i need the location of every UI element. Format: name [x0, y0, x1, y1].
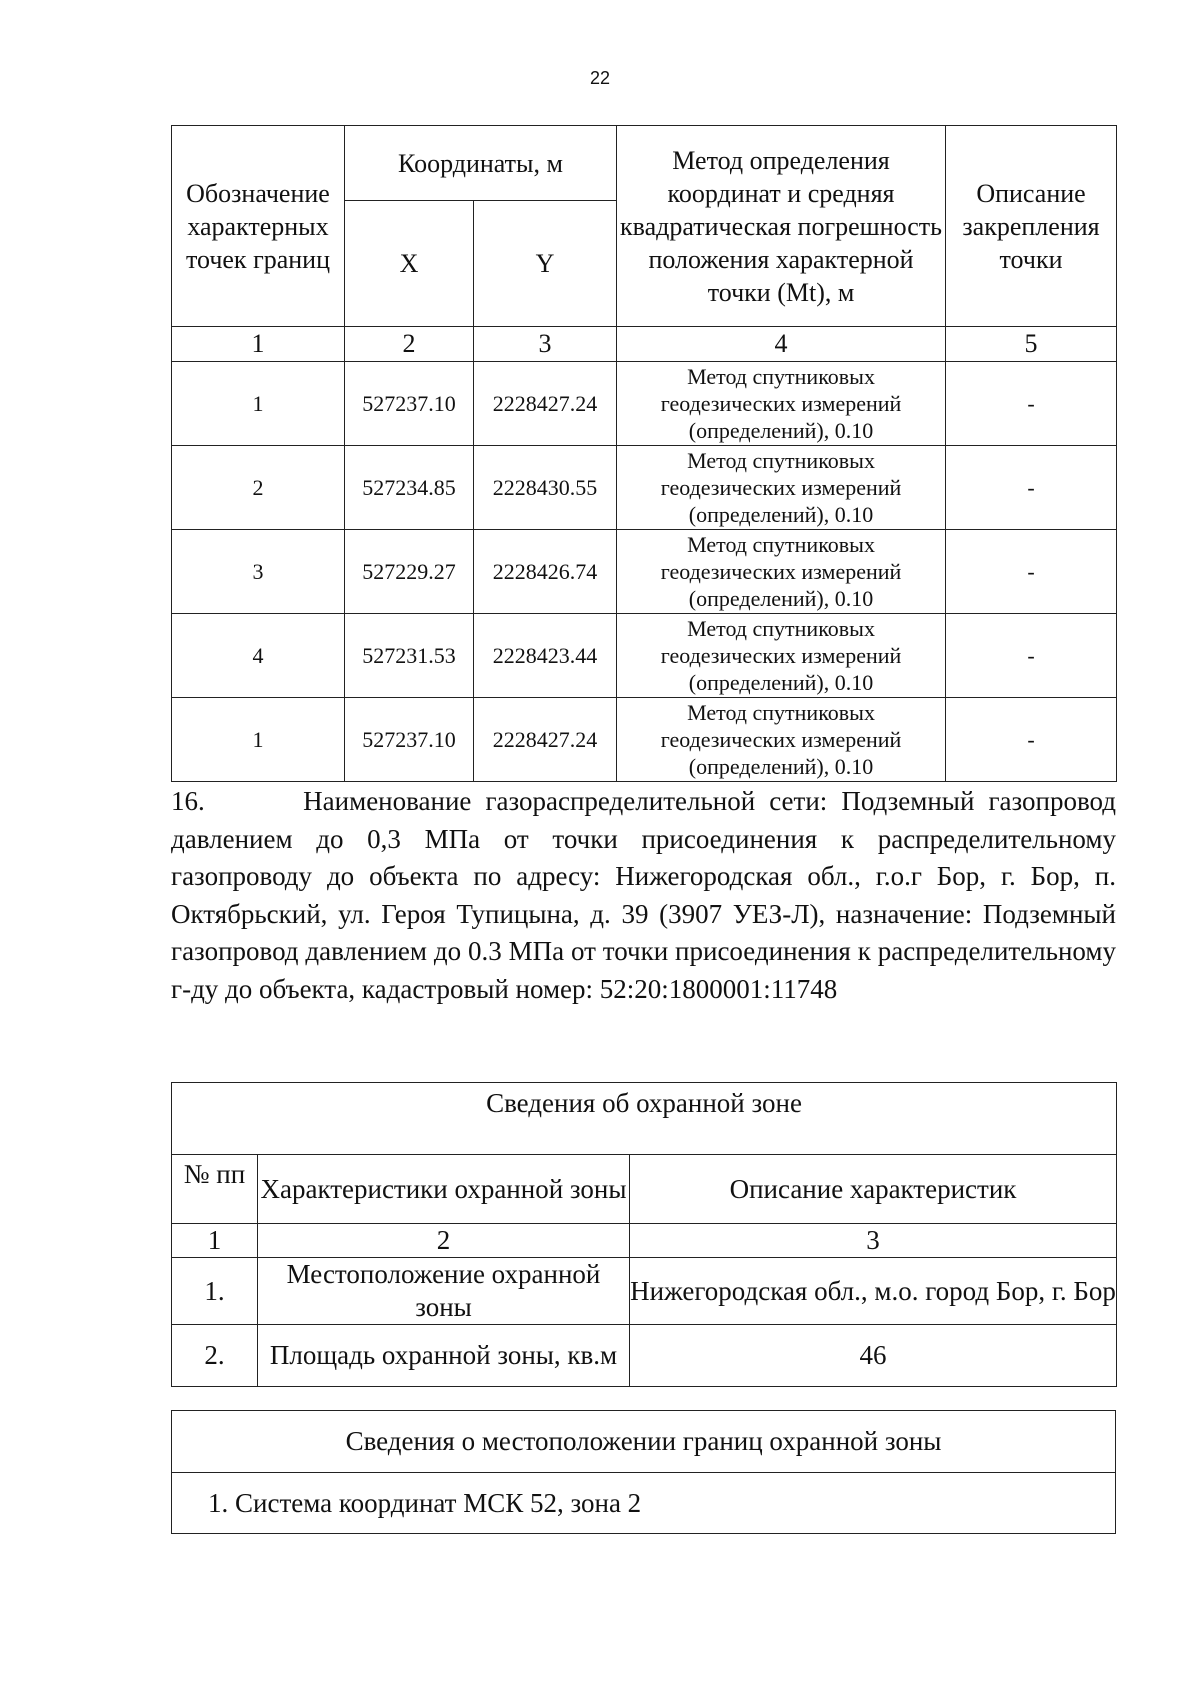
table-row: [172, 698, 1117, 782]
description-header: Описание характеристик: [630, 1155, 1117, 1224]
characteristic-cell: Площадь охранной зоны, кв.м: [258, 1325, 630, 1387]
y-cell: 2228427.24: [474, 362, 617, 446]
description-cell: -: [946, 614, 1117, 698]
boundaries-table: [171, 1410, 1116, 1534]
x-header: X: [345, 201, 474, 327]
page-number: 22: [589, 68, 611, 88]
x-cell: 527237.10: [345, 362, 474, 446]
coordinates-table: [171, 125, 1117, 782]
point-cell: 4: [172, 614, 345, 698]
coordinates-header: Координаты, м: [345, 126, 617, 201]
method-cell: Метод спутниковых геодезических измерений (определений), 0.10: [617, 362, 946, 446]
header-row: [172, 126, 1117, 201]
section-paragraph: [171, 783, 1116, 1008]
table-row: [172, 614, 1117, 698]
column-number: 2: [258, 1224, 630, 1258]
point-cell: 1: [172, 362, 345, 446]
column-number: 3: [474, 327, 617, 362]
x-cell: 527237.10: [345, 698, 474, 782]
method-cell: Метод спутниковых геодезических измерений (определений), 0.10: [617, 614, 946, 698]
column-number: 5: [946, 327, 1117, 362]
column-number-row: [172, 327, 1117, 362]
y-cell: 2228423.44: [474, 614, 617, 698]
coordinate-system-cell: 1. Система координат МСК 52, зона 2: [172, 1473, 1116, 1534]
characteristic-cell: Местоположение охранной зоны: [258, 1258, 630, 1325]
section-number: 16.: [171, 786, 205, 816]
x-cell: 527229.27: [345, 530, 474, 614]
y-cell: 2228426.74: [474, 530, 617, 614]
table-row: [172, 1473, 1116, 1534]
point-cell: 3: [172, 530, 345, 614]
description-cell: 46: [630, 1325, 1117, 1387]
description-header: Описание закрепления точки: [946, 126, 1117, 327]
method-cell: Метод спутниковых геодезических измерений (определений), 0.10: [617, 446, 946, 530]
column-number: 3: [630, 1224, 1117, 1258]
table-row: [172, 530, 1117, 614]
num-cell: 2.: [172, 1325, 258, 1387]
description-cell: -: [946, 698, 1117, 782]
zone-table-title: Сведения об охранной зоне: [172, 1083, 1117, 1155]
column-number: 1: [172, 1224, 258, 1258]
num-header: № пп: [172, 1155, 258, 1224]
method-cell: Метод спутниковых геодезических измерений (определений), 0.10: [617, 530, 946, 614]
x-cell: 527231.53: [345, 614, 474, 698]
method-header: Метод определения координат и средняя квадратическая погрешность положения характерной точки (Mt), м: [617, 126, 946, 327]
column-number: 2: [345, 327, 474, 362]
y-header: Y: [474, 201, 617, 327]
header-row: [172, 1155, 1117, 1224]
column-number: 4: [617, 327, 946, 362]
table-row: [172, 446, 1117, 530]
method-cell: Метод спутниковых геодезических измерений (определений), 0.10: [617, 698, 946, 782]
x-cell: 527234.85: [345, 446, 474, 530]
description-cell: -: [946, 446, 1117, 530]
point-header: Обозначение характерных точек границ: [172, 126, 345, 327]
column-number-row: [172, 1224, 1117, 1258]
point-cell: 1: [172, 698, 345, 782]
description-cell: -: [946, 362, 1117, 446]
num-cell: 1.: [172, 1258, 258, 1325]
point-cell: 2: [172, 446, 345, 530]
bounds-table-title: Сведения о местоположении границ охранной зоны: [172, 1411, 1116, 1473]
y-cell: 2228427.24: [474, 698, 617, 782]
description-cell: Нижегородская обл., м.о. город Бор, г. Бор: [630, 1258, 1117, 1325]
protection-zone-table: [171, 1082, 1117, 1387]
table-title-row: [172, 1083, 1117, 1155]
column-number: 1: [172, 327, 345, 362]
table-row: [172, 362, 1117, 446]
y-cell: 2228430.55: [474, 446, 617, 530]
description-cell: -: [946, 530, 1117, 614]
table-row: [172, 1325, 1117, 1387]
section-text: Наименование газораспределительной сети: Подземный газопровод давлением до 0,3 МПа от точки присоединения к распределительному газопроводу до объекта по адресу: Нижегородская обл., г.о.г Бор, г. Бор, п. Октябрьский, ул. Героя Тупицына, д. 39 (3907 УЕЗ-Л), назначение: Подземный газопровод давлением до 0.3 МПа от точки присоединения к распределительному г-ду до объекта, кадастровый номер: 52:20:1800001:11748: [171, 786, 1116, 1004]
characteristic-header: Характеристики охранной зоны: [258, 1155, 630, 1224]
table-row: [172, 1258, 1117, 1325]
table-title-row: [172, 1411, 1116, 1473]
